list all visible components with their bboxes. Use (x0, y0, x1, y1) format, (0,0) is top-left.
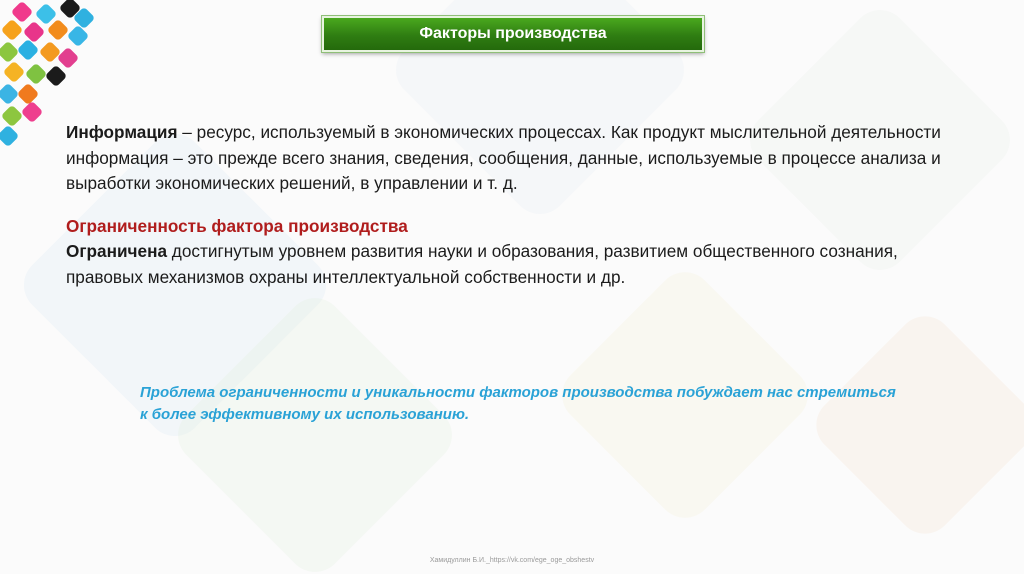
slide-title-bar (322, 16, 704, 52)
limitation-text: достигнутым уровнем развития науки и образования, развитием общественного сознания, правовых механизмов охраны интеллектуальной собственности и др. (66, 241, 898, 287)
information-definition: – ресурс, используемый в экономических процессах. Как продукт мыслительной деятельности информация – это прежде всего знания, сведения, сообщения, данные, используемые в процессе анализа и выработки экономических решений, в управлении и т. д. (66, 122, 941, 193)
footer-credit: Хамидуллин Б.И._https://vk.com/ege_oge_obshestv (429, 557, 595, 564)
information-paragraph (66, 120, 946, 197)
limitation-paragraph (66, 239, 946, 290)
limitation-term: Ограничена (66, 241, 168, 261)
slide-content (66, 120, 946, 290)
information-term: Информация (66, 122, 178, 142)
callout-text: Проблема ограниченности и уникальности факторов производства побуждает нас стремиться к более эффективному их использованию. (140, 384, 896, 423)
limitation-heading: Ограниченность фактора производства (66, 215, 408, 236)
slide-title: Факторы производства (419, 25, 607, 42)
